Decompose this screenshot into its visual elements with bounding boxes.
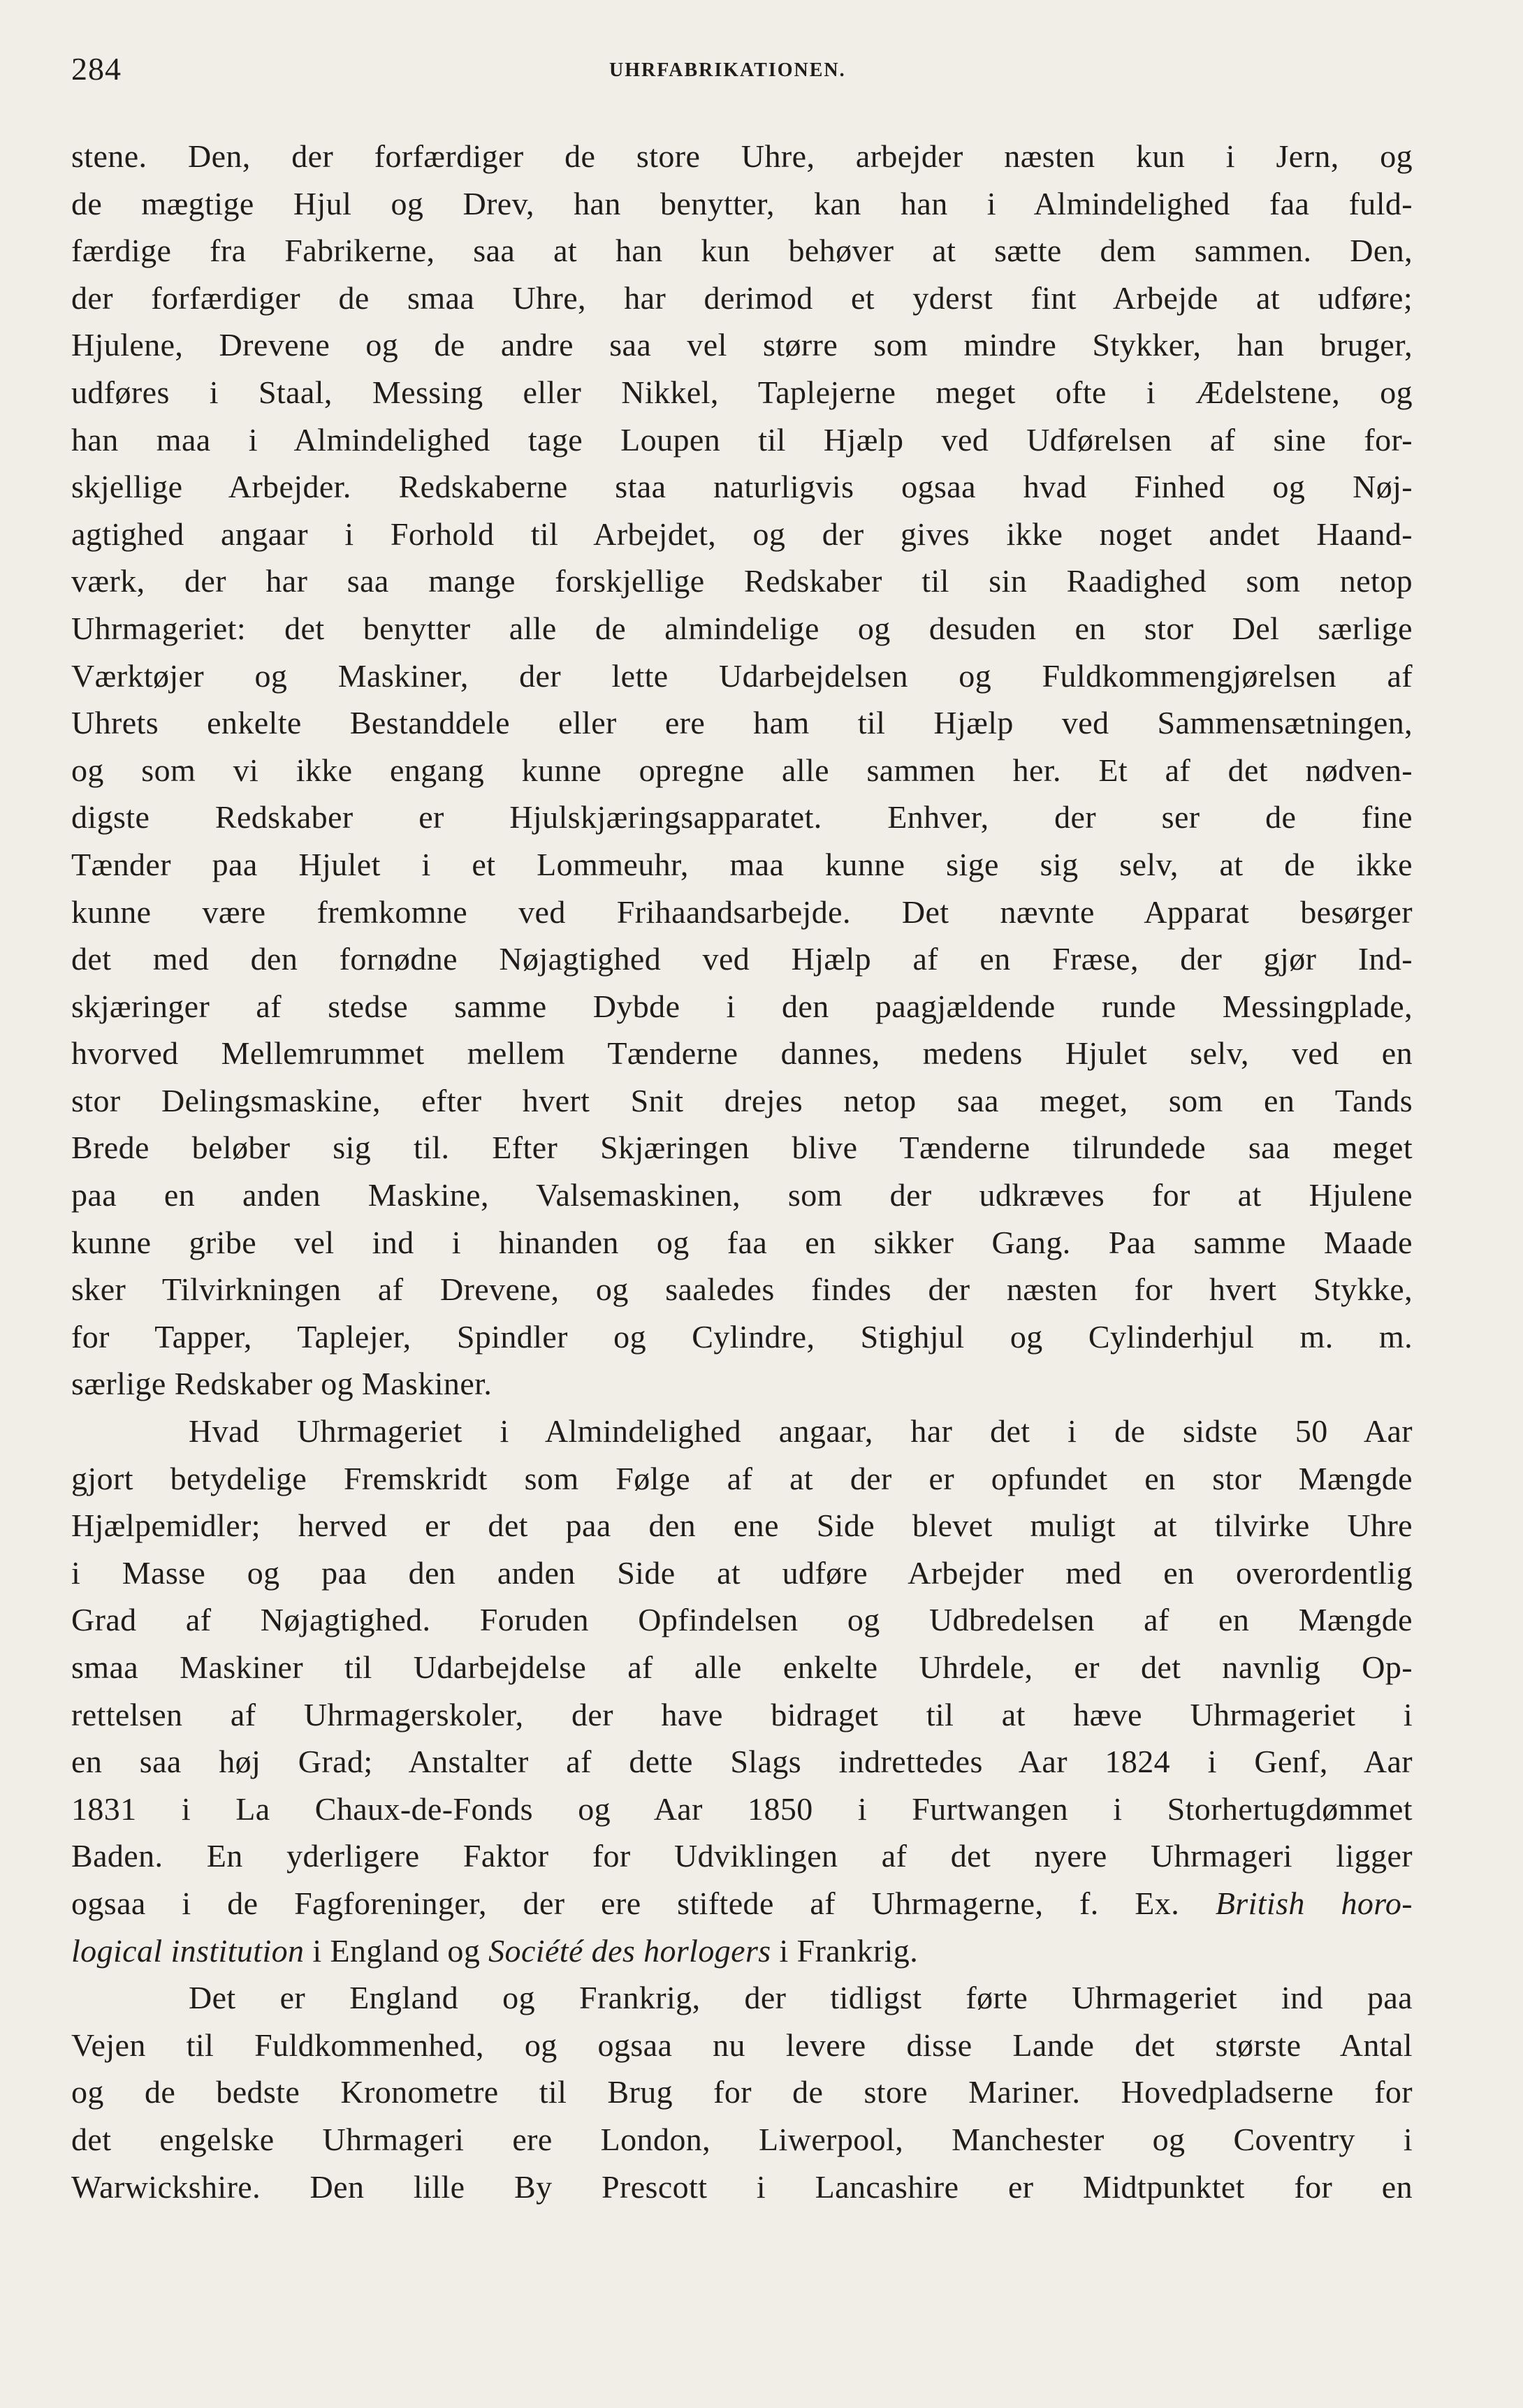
italic-text: British horo-: [1215, 1885, 1413, 1921]
text-line: udføres i Staal, Messing eller Nikkel, Taplejerne meget ofte i Ædelstene, og: [71, 374, 1413, 410]
text-line: skjellige Arbejder. Redskaberne staa naturligvis ogsaa hvad Finhed og Nøj-: [71, 469, 1413, 505]
italic-text: logical institution: [71, 1932, 305, 1969]
text-line-mixed: [71, 1880, 1413, 1927]
text-segment: i Frankrig.: [779, 1932, 919, 1969]
text-line: kunne være fremkomne ved Frihaandsarbejde. Det nævnte Apparat besørger: [71, 893, 1413, 930]
text-line: Vejen til Fuldkommenhed, og ogsaa nu levere disse Lande det største Antal: [71, 2027, 1413, 2063]
text-line: Grad af Nøjagtighed. Foruden Opfindelsen og Udbredelsen af en Mængde: [71, 1602, 1413, 1638]
text-line: sker Tilvirkningen af Drevene, og saaledes findes der næsten for hvert Stykke,: [71, 1271, 1413, 1308]
text-line: stene. Den, der forfærdiger de store Uhre, arbejder næsten kun i Jern, og: [71, 138, 1413, 174]
text-line: skjæringer af stedse samme Dybde i den paagjældende runde Messingplade,: [71, 988, 1413, 1024]
text-line: der forfærdiger de smaa Uhre, har derimod et yderst fint Arbejde at udføre;: [71, 279, 1413, 316]
text-line: Værktøjer og Maskiner, der lette Udarbejdelsen og Fuldkommengjørelsen af: [71, 657, 1413, 694]
text-line: en saa høj Grad; Anstalter af dette Slags indrettedes Aar 1824 i Genf, Aar: [71, 1744, 1413, 1780]
text-line: agtighed angaar i Forhold til Arbejdet, og der gives ikke noget andet Haand-: [71, 516, 1413, 552]
text-line: smaa Maskiner til Udarbejdelse af alle enkelte Uhrdele, er det navnlig Op-: [71, 1649, 1413, 1685]
text-line: Uhrmageriet: det benytter alle de almindelige og desuden en stor Del særlige: [71, 610, 1413, 646]
text-line: stor Delingsmaskine, efter hvert Snit drejes netop saa meget, som en Tands: [71, 1082, 1413, 1118]
text-line: færdige fra Fabrikerne, saa at han kun behøver at sætte dem sammen. Den,: [71, 233, 1413, 269]
text-line: det med den fornødne Nøjagtighed ved Hjælp af en Fræse, der gjør Ind-: [71, 941, 1413, 977]
text-line: hvorved Mellemrummet mellem Tænderne dannes, medens Hjulet selv, ved en: [71, 1035, 1413, 1072]
italic-text: Société des horlogers: [488, 1932, 771, 1969]
text-line: Hjælpemidler; herved er det paa den ene Side blevet muligt at tilvirke Uhre: [71, 1508, 1413, 1544]
text-line: i Masse og paa den anden Side at udføre Arbejder med en overordentlig: [71, 1554, 1413, 1591]
text-line: og de bedste Kronometre til Brug for de store Mariner. Hovedpladserne for: [71, 2074, 1413, 2110]
text-segment: i England og: [312, 1932, 481, 1969]
text-line: digste Redskaber er Hjulskjæringsapparatet. Enhver, der ser de fine: [71, 799, 1413, 835]
text-line: Brede beløber sig til. Efter Skjæringen blive Tænderne tilrundede saa meget: [71, 1130, 1413, 1166]
text-line: værk, der har saa mange forskjellige Redskaber til sin Raadighed som netop: [71, 563, 1413, 599]
text-line: Hvad Uhrmageriet i Almindelighed angaar, har det i de sidste 50 Aar: [189, 1413, 1413, 1450]
text-line: Hjulene, Drevene og de andre saa vel større som mindre Stykker, han bruger,: [71, 327, 1413, 363]
text-line: det engelske Uhrmageri ere London, Liwerpool, Manchester og Coventry i: [71, 2121, 1413, 2157]
body-text: [71, 133, 1413, 2210]
text-line: Baden. En yderligere Faktor for Udviklingen af det nyere Uhrmageri ligger: [71, 1838, 1413, 1874]
text-line: særlige Redskaber og Maskiner.: [71, 1366, 493, 1402]
text-segment: ogsaa i de Fagforeninger, der ere stiftede af Uhrmagerne, f. Ex.: [71, 1885, 1180, 1921]
text-line: Det er England og Frankrig, der tidligst førte Uhrmageriet ind paa: [189, 1980, 1413, 2016]
running-title: UHRFABRIKATIONEN.: [609, 59, 846, 81]
text-line: kunne gribe vel ind i hinanden og faa en sikker Gang. Paa samme Maade: [71, 1224, 1413, 1260]
text-line: 1831 i La Chaux-de-Fonds og Aar 1850 i Furtwangen i Storhertugdømmet: [71, 1790, 1413, 1827]
text-line: han maa i Almindelighed tage Loupen til Hjælp ved Udførelsen af sine for-: [71, 421, 1413, 458]
text-line: rettelsen af Uhrmagerskoler, der have bidraget til at hæve Uhrmageriet i: [71, 1696, 1413, 1732]
page-header: [71, 45, 1411, 94]
text-line: Tænder paa Hjulet i et Lommeuhr, maa kunne sige sig selv, at de ikke: [71, 846, 1413, 882]
text-line: de mægtige Hjul og Drev, han benytter, kan han i Almindelighed faa fuld-: [71, 185, 1413, 221]
text-line: og som vi ikke engang kunne opregne alle sammen her. Et af det nødven-: [71, 752, 1413, 788]
text-line: for Tapper, Taplejer, Spindler og Cylindre, Stighjul og Cylinderhjul m. m.: [71, 1318, 1413, 1355]
text-line-mixed: [71, 1927, 1413, 1975]
page-number: 284: [71, 51, 122, 87]
text-line: paa en anden Maskine, Valsemaskinen, som der udkræves for at Hjulene: [71, 1177, 1413, 1213]
text-line: Uhrets enkelte Bestanddele eller ere ham til Hjælp ved Sammensætningen,: [71, 705, 1413, 741]
text-line: gjort betydelige Fremskridt som Følge af at der er opfundet en stor Mængde: [71, 1460, 1413, 1496]
text-line: Warwickshire. Den lille By Prescott i Lancashire er Midtpunktet for en: [71, 2168, 1413, 2205]
